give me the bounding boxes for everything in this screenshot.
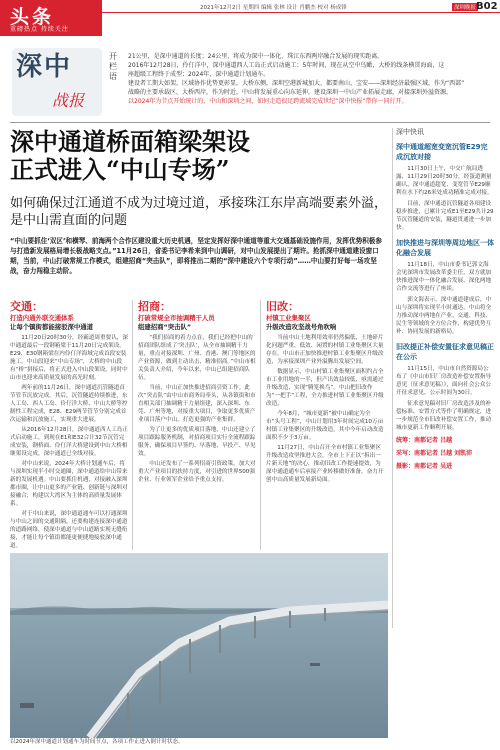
credit-line: 摄影：南都记者 吴进 [396,463,453,470]
page-number: B02 [476,1,498,12]
headline-line-2: 正式进入“中山专场” [10,155,230,184]
column-subheading: 组建招商“突击队” [138,323,192,331]
bridge-photo-image [10,553,388,738]
sidebar-items [396,142,494,432]
column-intro-line: 21公里，是深中通道的长度；24公里，将成为深中一体化、珠江东西两岸融合发展的现实距离。 [128,53,384,60]
sidebar-divider [392,128,393,628]
column-paragraph: 11月20日20时30分，经霸道周重要认，深中通道最后一段钢箱梁于11月20日完成架设。E29、E30钢箱梁在内伶仃洋海域完成首段安装施工。中山段迎来“中山专场”，大桥的中山段有“桥”拼接后，将正式进入中山段架设，同时中山市也迎来高质量发展的高光时刻。 [10,335,128,381]
sidebar-news-paragraph: 11月15日，中山市自然资源局公布了《中山市旧厂房改造补偿安置指导意见（征求意见稿）》，面向社会公众公开征求意见，公示时间为30日。 [396,366,492,396]
edition-badge: 深圳晚报 [454,5,477,11]
column-transport [10,300,128,550]
section-slogan: 重磅热点 持续关注 [10,26,69,33]
sidebar-news-item [396,238,494,336]
sidebar-news-paragraph: 11月18日，中山市委书记郭文海会见深圳市发展改革委主任，双方就加快推进深中一体化融合发展、深化两地合作交流等进行了座谈。 [396,262,492,292]
credit-line: 采写：南都记者 吕越 刘凯沛 [396,450,473,457]
issue-meta: 2021年12月2日 星期四 编辑 张林 设计 肖鹏杰 校对 杨成锋 [200,5,347,11]
column-paragraph: 今年8月，“城市更新”被中山确定为全市“头号工程”，中山计划用3年时间完成10万亩村镇工业集聚区的升级改造，其中今年启动改造面积不少于3万亩。 [266,411,384,441]
column-renewal [266,300,384,550]
column-intro-line: 2016年12月28日，伶仃洋中，深中通道西人工岛正式启动施工；5年时间，现在从空中鸟瞰，大桥的线条横贯海面，这 [128,62,445,69]
column-paragraph: 从2016年12月28日，深中通道西人工岛正式启动施工，到现在E1和E32合计32节沉管完成安装，钢桥面、伶仃洋大桥建设到中山大桥相继架设完成，深中通道已全线对接。 [10,427,128,457]
bridge-photo [10,553,388,738]
column-subheading: 打造内通外联交通体系 [10,314,74,322]
section-title: 头条 [10,6,55,28]
column-investment [138,300,256,550]
masthead [0,0,500,36]
sidebar-news-paragraph: 征求意见稿对旧厂房改造涉及的补偿标准、安置方式等作了明确规定，进一步规范全市旧改补偿安置工作，推动城市更新工作顺利开展。 [396,401,492,431]
column-subheading: 升级改造攻坚战号角吹响 [266,323,337,331]
article-headline [10,128,388,186]
column-paragraph: 当前，中山正加快推进招商引资工作。此次“突击队”由中山市商务局牵头，从各镇街和市直相关部门抽调精干力量组建，深入深圳、东莞、广州等地，对接重大项目，争取更多优质产业项目落户中山，打造更强的产业集群。 [138,385,256,423]
divider [10,122,490,123]
column-subheading: 村镇工业集聚区 [266,314,311,322]
news-sidebar [396,128,494,471]
sidebar-news-title: 加快推进与深圳等周边地区一体化融合发展 [396,239,494,257]
column-paragraph: 中山还发布了一系列招商引资政策，加大对重大产业项目的扶持力度，对引进的世界500强企业、行业领军企业给予重点支持。 [138,461,256,483]
column-paragraph: 两年前的11月26日，深中通道沉管隧道首节管节沉放完成，其后，沉管隧道持续推进，东人工岛、西人工岛、伶仃洋大桥、中山大桥等控制性工程完成，E28、E29两节管节分别完成首次运输和沉放施工，实现重大进展。 [10,385,128,423]
column-intro-line: 战略的主要承载区，大桥西岸，作为时近，中山将发展重心向东延伸，建设深圳一中山产业拓展走廊，对接深圳外溢资源， [128,89,453,96]
headline-line-1: 深中通道桥面箱梁架设 [10,127,250,156]
sidebar-news-item [396,142,494,232]
masthead-rule [102,12,500,13]
column-divider [260,300,261,550]
column-paragraph: 对于中山来说，深中通道通车可以打通深圳与中山之间的交通阻隔，还要构建连接深中通道的道路网络，使深中通道与中山道路实现无缝衔接，才能让每个镇街都能更便捷地接驳深中通道。 [10,511,128,549]
column-paragraph: “我们招商的着力点在，我们已经把中山的招商团队组成了‘突击队’，从全市抽调精干力量，重点对接深圳、广州、香港、澳门等地区的产业资源，做到主动出击、精准招商。”中山市相关负责人介绍，今年以来，中山已组建招商队伍。 [138,335,256,381]
sidebar-news-title: 旧改提正补偿安置征求意见稿正在公示 [396,343,494,361]
column-intro-line: 建设者工期大如架，区域协作优势更彰显，大桥东侧，深圳空港新城加大、都要南山、宝安——深圳经济最强区域，作为“西部” [128,80,465,87]
column-paragraph: 为了让更多的优质项目落地，中山还建立了项目跟踪服务机制，对招商项目实行全流程跟踪服务，确保项目早签约、早落地、早投产、早见效。 [138,427,256,457]
column-heading: 交通： [10,300,43,313]
column-paragraph: 当前中山土地利用效率仍然偏低，土地碎片化问题严重，低效、闲置的村镇工业集聚区大量存在。中山市正加快推进村镇工业集聚区升级改造，为承接深圳产业外溢腾出发展空间。 [266,335,384,365]
column-divider [132,300,133,550]
column-logo-sub: 战报 [52,91,85,110]
column-intro-line: 以2024年为节点开始统计的，中山和深圳之间，如何走造很足跨流域完成世纪“深中快报”带你一同打开。 [128,98,408,105]
sidebar-news-title: 深中通道超宽变宽沉管E29完成沉放对接 [396,143,488,161]
column-logo [12,48,102,116]
column-heading: 旧改： [266,300,299,313]
sidebar-news-item [396,342,494,432]
credit-line: 统筹：南都记者 吕越 [396,437,453,444]
column-intro-label: 开栏语 [109,52,117,81]
column-paragraph: 对中山来说，2024年大桥计划通车后，将与深圳实现半小时交通圈，深中通道给中山带来新的发展机遇。中山要抓住机遇，对接融入深圳都市圈，让中山更多的产业链、创新链与深圳对接融合，构建以大湾区为主体的高质量发展体系。 [10,461,128,507]
sidebar-news-paragraph: 11月30日上午，中交广航局透露，11月29日20时30分，经蛋道测量确认，深中通道超宽、变宽管节E29顺利在水下约26米处成功精准完成对接。 [396,166,493,196]
section-banner [0,0,102,36]
column-paragraph: 数据显示，中山村镇工业集聚区面积约占全市工业用地的一半，但产出效益较低，亟需通过升级改造，实现“腾笼换鸟”。中山把旧改作为“一把手”工程，全力推进村镇工业集聚区升级改造。 [266,369,384,407]
photo-caption: 以2024年深中通道计划通车为时间节点，各项工作正进入倒计时状态。 [10,739,184,745]
sidebar-news-paragraph: 目前，深中通道沉管隧道各项建设稳步推进，已累计完成E1至E29共计29节沉管隧道的安装，隧道贯通进一步加快。 [396,201,494,231]
column-subheading: 打破常规全市抽调精干人员 [138,314,215,322]
column-intro-line: 座超级工程终于成型；2024年，深中通道计划通车。 [128,71,270,78]
column-subheading: 让每个镇街都能接驳深中通道 [10,323,94,331]
column-logo-main: 深中 [16,52,73,82]
column-intro-text [128,52,490,106]
sidebar-news-paragraph: 郭文海表示，深中通道建成后，中山与深圳将实现半小时通达，中山将全力推动深中两地在产业、交通、科技、民生等领域的全方位合作，构建优势互补、协同发展的新格局。 [396,297,492,335]
article-lead: “中山要抓住‘双区’和横琴、前海两个合作区建设重大历史机遇，坚定发挥好深中通道等重大交通基础设施作用，发挥优势积极参与打造新发展格局增长极战略支点。”11月26日，省委书记李希来到中山调研，对中山发展提出了期许。抢抓深中通道建设窗口期，当前，中山打破常规工作模式，组建招商“突击队”，即将推出二期的“深中建设六个专项行动”……中山要打好每一场攻坚战，奋力闯稳主动阶。 [10,237,382,275]
article-subhead: 如何确保过江通道不成为过境过道，承接珠江东岸高端要素外溢，是中山需直面的问题 [10,196,388,228]
column-heading: 招商： [138,300,171,313]
column-paragraph: 11月27日，中山召开全市村镇工业集聚区升级改造攻坚推进大会，全市上下正以“拆出一片新天地”的决心，推动旧改工作提速提效，为深中通道通车后承接产业转移做好准备，奋力开创中山高质量发展新局面。 [266,445,384,483]
sidebar-title: 深中快讯 [396,128,424,136]
credits [396,436,494,471]
